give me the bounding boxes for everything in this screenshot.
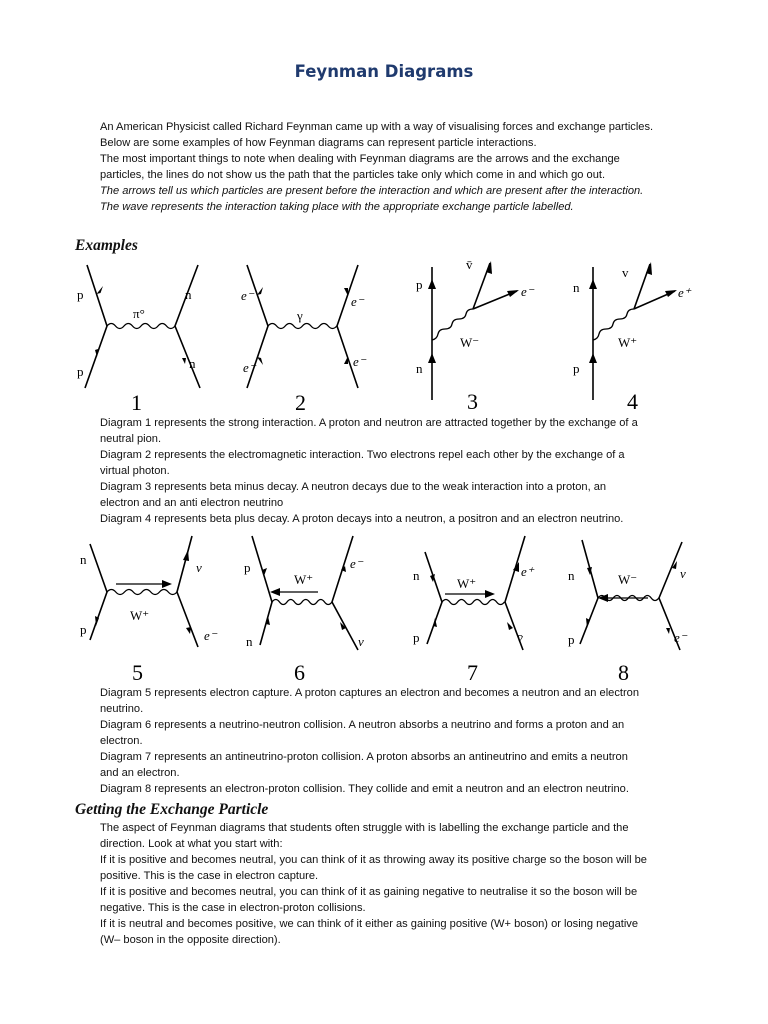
- exchange-line: direction. Look at what you start with:: [100, 838, 283, 850]
- d1-top-left-label: p: [77, 287, 84, 302]
- d4-top-label: n: [573, 280, 580, 295]
- d6-top-left-label: p: [244, 560, 251, 575]
- d7-bottom-left-label: p: [413, 630, 420, 645]
- d2-number: 2: [295, 390, 306, 415]
- description-line: Diagram 4 represents beta plus decay. A proton decays into a neutron, a positron and an electron neutrino.: [100, 513, 624, 525]
- feynman-diagram-6: [240, 532, 375, 687]
- exchange-heading: Getting the Exchange Particle: [75, 801, 269, 818]
- exchange-line: The aspect of Feynman diagrams that students often struggle with is labelling the exchange particle and the: [100, 822, 629, 834]
- exchange-line: (W– boson in the opposite direction).: [100, 934, 281, 946]
- d2-bottom-right-label: e⁻: [353, 354, 366, 369]
- exchange-line: negative. This is the case in electron-proton collisions.: [100, 902, 366, 914]
- d3-top-label: p: [416, 277, 423, 292]
- description-line: Diagram 6 represents a neutrino-neutron collision. A neutron absorbs a neutrino and forms a proton and an: [100, 719, 625, 731]
- feynman-diagram-8: [560, 532, 700, 687]
- exchange-line: If it is positive and becomes neutral, you can think of it as gaining negative to neutralise it so the boson will be: [100, 886, 638, 898]
- description-line: Diagram 8 represents an electron-proton collision. They collide and emit a neutron and an electron neutrino.: [100, 783, 629, 795]
- description-line: Diagram 3 represents beta minus decay. A neutron decays due to the weak interaction into a proton, an: [100, 481, 607, 493]
- d1-number: 1: [131, 390, 142, 415]
- d8-boson-label: W⁻: [618, 572, 638, 587]
- d6-bottom-left-label: n: [246, 634, 253, 649]
- feynman-diagram-1: [75, 258, 210, 418]
- description-line: electron and an anti electron neutrino: [100, 497, 284, 509]
- description-line: electron.: [100, 735, 143, 747]
- feynman-diagram-2: [235, 258, 370, 418]
- d6-boson-label: W⁺: [294, 572, 314, 587]
- d3-bottom-label: n: [416, 361, 423, 376]
- description-line: Diagram 7 represents an antineutrino-proton collision. A proton absorbs an antineutrino and emits a neutron: [100, 751, 628, 763]
- d1-bottom-right-label: n: [189, 356, 196, 371]
- intro-line: An American Physicist called Richard Feynman came up with a way of visualising forces and exchange particles.: [100, 121, 654, 133]
- d3-lepton-label: e⁻: [521, 284, 534, 299]
- description-block-2: [100, 685, 700, 797]
- examples-heading: Examples: [75, 237, 138, 254]
- d8-top-left-label: n: [568, 568, 575, 583]
- d2-bottom-left-label: e⁻: [243, 360, 256, 375]
- d1-top-right-label: n: [185, 287, 192, 302]
- feynman-diagram-5: [70, 532, 230, 687]
- description-block-1: [100, 415, 700, 527]
- d5-number: 5: [132, 660, 143, 685]
- feynman-diagram-4: [568, 255, 708, 415]
- d6-number: 6: [294, 660, 305, 685]
- intro-line: The most important things to note when dealing with Feynman diagrams are the arrows and the exchange: [100, 153, 620, 165]
- d3-number: 3: [467, 389, 478, 414]
- description-line: virtual photon.: [100, 465, 170, 477]
- intro-italic-line: The wave represents the interaction taking place with the appropriate exchange particle labelled.: [100, 201, 574, 213]
- description-line: and an electron.: [100, 767, 180, 779]
- description-line: Diagram 1 represents the strong interaction. A proton and neutron are attracted together by the exchange of a: [100, 417, 638, 429]
- exchange-line: If it is positive and becomes neutral, you can think of it as throwing away its positive charge so the boson will be: [100, 854, 647, 866]
- intro-italic-line: The arrows tell us which particles are present before the interaction and which are present after the interaction.: [100, 185, 644, 197]
- d3-neutrino-label: v̄: [466, 257, 473, 272]
- d2-exchange-label: γ: [297, 308, 303, 323]
- feynman-diagram-7: [405, 532, 545, 687]
- d2-top-left-label: e⁻: [241, 288, 254, 303]
- d4-lepton-label: e⁺: [678, 285, 691, 300]
- feynman-diagram-3: [410, 255, 550, 415]
- d7-bottom-right-label: v̄: [517, 630, 523, 645]
- d4-boson-label: W⁺: [618, 335, 638, 350]
- d6-top-right-label: e⁻: [350, 556, 363, 571]
- d8-bottom-left-label: p: [568, 632, 575, 647]
- d5-top-right-label: v: [196, 560, 202, 575]
- intro-paragraph: [100, 119, 700, 215]
- intro-line: particles, the lines do not show us the path that the particles take only which come in and which go out.: [100, 169, 606, 181]
- d5-bottom-left-label: p: [80, 622, 87, 637]
- d6-bottom-right-label: v: [358, 634, 364, 649]
- d1-exchange-label: π°: [133, 306, 145, 321]
- d5-bottom-right-label: e⁻: [204, 628, 217, 643]
- d8-bottom-right-label: e⁻: [674, 630, 687, 645]
- exchange-line: If it is neutral and becomes positive, we can think of it either as gaining positive (W+ boson) or losing negative: [100, 918, 639, 930]
- d4-bottom-label: p: [573, 361, 580, 376]
- page-title: Feynman Diagrams: [294, 62, 474, 81]
- description-line: Diagram 2 represents the electromagnetic interaction. Two electrons repel each other by the exchange of a: [100, 449, 625, 461]
- d5-top-left-label: n: [80, 552, 87, 567]
- d7-top-right-label: e⁺: [521, 564, 534, 579]
- intro-line: Below are some examples of how Feynman diagrams can represent particle interactions.: [100, 137, 537, 149]
- d2-top-right-label: e⁻: [351, 294, 364, 309]
- d8-top-right-label: v: [680, 566, 686, 581]
- exchange-paragraph: [100, 820, 700, 948]
- d7-top-left-label: n: [413, 568, 420, 583]
- d1-bottom-left-label: p: [77, 364, 84, 379]
- exchange-line: positive. This is the case in electron capture.: [100, 870, 319, 882]
- d5-boson-label: W⁺: [130, 608, 150, 623]
- d7-boson-label: W⁺: [457, 576, 477, 591]
- d4-neutrino-label: v: [622, 265, 629, 280]
- d7-number: 7: [467, 660, 478, 685]
- d3-boson-label: W⁻: [460, 335, 480, 350]
- description-line: Diagram 5 represents electron capture. A proton captures an electron and becomes a neutron and an electron: [100, 687, 639, 699]
- description-line: neutral pion.: [100, 433, 162, 445]
- d8-number: 8: [618, 660, 629, 685]
- description-line: neutrino.: [100, 703, 144, 715]
- d4-number: 4: [627, 389, 638, 414]
